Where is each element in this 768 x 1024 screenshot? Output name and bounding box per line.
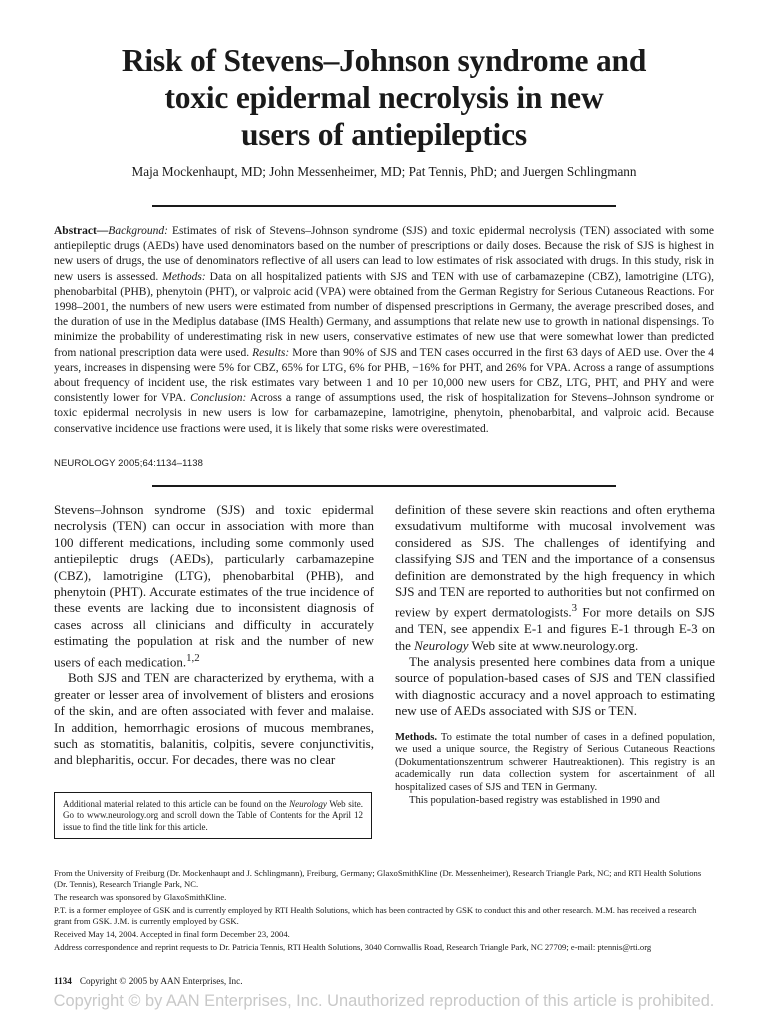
page-copyright: Copyright © 2005 by AAN Enterprises, Inc. — [79, 976, 243, 986]
journal-name: Neurology — [414, 637, 469, 653]
methods-paragraph — [395, 732, 715, 795]
article-title — [40, 42, 728, 153]
abstract — [54, 224, 714, 437]
title-line: users of antiepileptics — [241, 117, 527, 152]
footnote: P.T. is a former employee of GSK and is currently employed by RTI Health Solutions, which has been contracted by GSK to conduct this and other research. M.M. has received a research grant from GSK. J.M. is currently employed by GSK. — [54, 905, 697, 926]
title-line: Risk of Stevens–Johnson syndrome and — [121, 43, 647, 78]
body-paragraph: Both SJS and TEN are characterized by erythema, with a greater or lesser area of involvement of blisters and erosions of the skin, and are often associated with fever and malaise. In addition, hemorrhagic erosions of mucous membranes, such as stomatitis, balanitis, colpitis, severe conjunctivitis, and blepharitis, occur. For decades, there was no clear — [54, 670, 374, 768]
note-text: Web site. Go to www.neurology.org and scroll down the Table of Contents for the April 12 issue to find the title link for this article. — [63, 799, 363, 832]
methods-paragraph: This population-based registry was established in 1990 and — [409, 794, 660, 806]
divider-bottom — [152, 485, 616, 487]
methods-label: Methods: — [162, 270, 206, 283]
background-label: Background: — [108, 225, 168, 237]
conclusion-text: Across a range of assumptions used, the risk of hospitalization for Stevens–Johnson syndrome or toxic epidermal necrolysis in new users is low for carbamazepine, lamotrigine, phenytoin, phenobarbital, and valproic acid. Because conservative incidence use fractions were used, it is likely that some risks were overestimated. — [54, 392, 714, 435]
footnote: Address correspondence and reprint requests to Dr. Patricia Tennis, RTI Health Solutions, 3040 Cornwallis Road, Research Triangle Park, NC 27709; e-mail: ptennis@rti.org — [54, 942, 652, 952]
conclusion-label: Conclusion: — [190, 392, 247, 405]
body-paragraph — [54, 502, 374, 670]
page-footer — [54, 976, 243, 986]
abstract-label: Abstract— — [54, 225, 109, 237]
methods-text: To estimate the total number of cases in a defined population, we used a unique source, the Registry of Serious Cutaneous Reactions (Dokumentationszentrum schwerer Hautreaktionen). This registry is an academically run data collection system for ascertainment of all hospitalized cases of SJS and TEN in Germany. — [395, 731, 715, 793]
body-column-right — [395, 502, 715, 807]
divider-top — [152, 205, 616, 207]
copyright-watermark: Copyright © by AAN Enterprises, Inc. Unauthorized reproduction of this article is prohibited. — [53, 992, 715, 1010]
paragraph-text: Stevens–Johnson syndrome (SJS) and toxic epidermal necrolysis (TEN) can occur in association with more than 100 different medications, including some commonly used antiepileptic drugs (AEDs), particularly carbamazepine (CBZ), lamotrigine (LTG), phenobarbital (PHB), and phenytoin (PHT). Accurate estimates of the true incidence of these events are lacking due to inconsistent diagnosis of cases across all clinicians and difficulty in accurately estimating the population at risk and the number of new users of each medication. — [54, 502, 374, 669]
reference-marker: 3 — [571, 602, 578, 615]
supplementary-note-box — [54, 792, 372, 839]
paragraph-text: definition of these severe skin reactions and often erythema exsudativum multiforme with mucosal involvement was considered as SJS. The challenges of identifying and classifying SJS and TEN and the importance of a consensus definition are demonstrated by the high frequency in which SJS and TEN are reported to authorities but not confirmed on review by expert dermatologists. — [395, 502, 715, 620]
footnote: The research was sponsored by GlaxoSmithKline. — [54, 892, 227, 902]
citation: NEUROLOGY 2005;64:1134–1138 — [54, 458, 203, 469]
results-text: More than 90% of SJS and TEN cases occurred in the first 63 days of AED use. Over the 4 years, increases in dispensing were 5% for CBZ, 65% for LTG, 6% for PHB, −16% for PHT, and 26% for VPA. Across a range of assumptions about frequency of incident use, the risk estimates vary between 1 and 10 per 10,000 new users for CBZ, LTG, PHT, and PHY and were consistently lower for VPA. — [54, 346, 714, 405]
methods-text: Data on all hospitalized patients with SJS and TEN with use of carbamazepine (CBZ), lamotrigine (LTG), phenobarbital (PHB), phenytoin (PHT), or valproic acid (VPA) were obtained from the German Registry for Serious Cutaneous Reactions. For 1998–2001, the numbers of new users were estimated from number of dispensed prescriptions in Germany, the average prescribed doses, and the duration of use in the Mediplus database (IMS Health) Germany, and assumptions that relate new use to growth in national dispensings. To minimize the probability of underestimating risk in new users, conservative estimates of new use that were somewhat lower than predicted from national prescription data were used. — [54, 270, 714, 359]
footnote: From the University of Freiburg (Dr. Mockenhaupt and J. Schlingmann), Freiburg, Germany; GlaxoSmithKline (Dr. Messenheimer), Research Triangle Park, NC; and RTI Health Solutions (Dr. Tennis), Research Triangle Park, NC. — [54, 868, 702, 889]
footnote: Received May 14, 2004. Accepted in final form December 23, 2004. — [54, 929, 290, 939]
results-label: Results: — [252, 346, 290, 359]
note-journal: Neurology — [289, 799, 327, 809]
title-line: toxic epidermal necrolysis in new — [164, 80, 604, 115]
body-paragraph — [395, 502, 715, 654]
note-text: Additional material related to this article can be found on the — [63, 799, 290, 809]
body-paragraph: The analysis presented here combines data from a unique source of population-based cases of SJS and TEN classified with diagnostic accuracy and a novel approach to estimating new use of AEDs associated with SJS or TEN. — [395, 653, 715, 719]
page-number: 1134 — [54, 976, 72, 986]
paragraph-text: For more details on SJS and TEN, see appendix E-1 and figures E-1 through E-3 on the — [395, 604, 715, 653]
paragraph-text: Web site at www.neurology.org. — [468, 637, 639, 653]
background-text: Estimates of risk of Stevens–Johnson syndrome (SJS) and toxic epidermal necrolysis (TEN) associated with some antiepileptic drugs (AEDs) have used denominators based on the number of prescriptions or daily doses. Because the risk of SJS is highest in new users of drugs, the use of denominators reflective of all users can lead to low estimates of risk associated with drugs. In this study, risk in new users is assessed. — [54, 225, 714, 283]
methods-heading: Methods. — [395, 731, 438, 743]
body-column-left — [54, 502, 374, 769]
reference-marker: 1,2 — [186, 651, 200, 664]
footnotes — [54, 868, 716, 955]
author-list: Maja Mockenhaupt, MD; John Messenheimer, MD; Pat Tennis, PhD; and Juergen Schlingmann — [131, 164, 637, 179]
